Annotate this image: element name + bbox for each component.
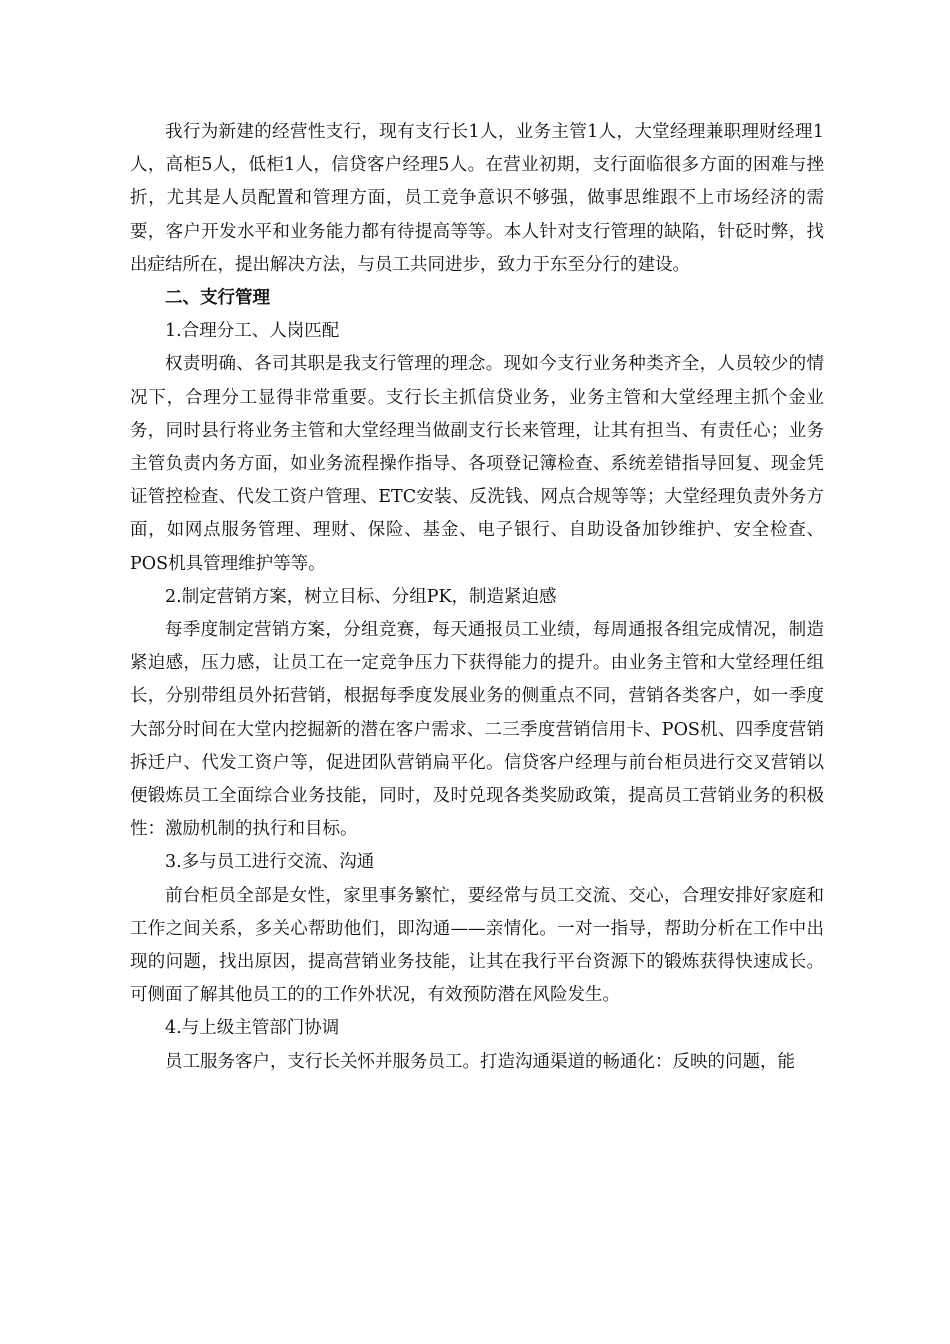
item-1-body: 权责明确、各司其职是我支行管理的理念。现如今支行业务种类齐全，人员较少的情况下，合理分工显得非常重要。支行长主抓信贷业务，业务主管和大堂经理主抓个金业务，同时县行将业务主管和大堂经理当做副支行长来管理，让其有担当、有责任心；业务主管负责内务方面，如业务流程操作指导、各项登记簿检查、系统差错指导回复、现金凭证管控检查、代发工资户管理、ETC安装、反洗钱、网点合规等等；大堂经理负责外务方面，如网点服务管理、理财、保险、基金、电子银行、自助设备加钞维护、安全检查、POS机具管理维护等等。 <box>130 354 824 574</box>
item-4-title: 4.与上级主管部门协调 <box>165 1018 340 1039</box>
intro-paragraph: 我行为新建的经营性支行，现有支行长1人，业务主管1人，大堂经理兼职理财经理1人，高柜5人，低柜1人，信贷客户经理5人。在营业初期，支行面临很多方面的困难与挫折，尤其是人员配置和管理方面，员工竞争意识不够强，做事思维跟不上市场经济的需要，客户开发水平和业务能力都有待提高等等。本人针对支行管理的缺陷，针砭时弊，找出症结所在，提出解决方法，与员工共同进步，致力于东至分行的建设。 <box>130 122 824 275</box>
document-page <box>130 116 824 1079</box>
item-2-title: 2.制定营销方案，树立目标、分组PK，制造紧迫感 <box>165 586 557 607</box>
item-4-body: 员工服务客户，支行长关怀并服务员工。打造沟通渠道的畅通化：反映的问题，能 <box>165 1051 795 1072</box>
item-3-title: 3.多与员工进行交流、沟通 <box>165 852 375 873</box>
item-2-body: 每季度制定营销方案，分组竞赛，每天通报员工业绩，每周通报各组完成情况，制造紧迫感，压力感，让员工在一定竞争压力下获得能力的提升。由业务主管和大堂经理任组长，分别带组员外拓营销，根据每季度发展业务的侧重点不同，营销各类客户，如一季度大部分时间在大堂内挖掘新的潜在客户需求、二三季度营销信用卡、POS机、四季度营销拆迁户、代发工资户等，促进团队营销扁平化。信贷客户经理与前台柜员进行交叉营销以便锻炼员工全面综合业务技能，同时，及时兑现各类奖励政策，提高员工营销业务的积极性：激励机制的执行和目标。 <box>130 620 824 840</box>
item-1-title: 1.合理分工、人岗匹配 <box>165 321 340 342</box>
section-title: 二、支行管理 <box>165 288 270 309</box>
item-3-body: 前台柜员全部是女性，家里事务繁忙，要经常与员工交流、交心，合理安排好家庭和工作之间关系，多关心帮助他们，即沟通——亲情化。一对一指导，帮助分析在工作中出现的问题，找出原因，提高营销业务技能，让其在我行平台资源下的锻炼获得快速成长。可侧面了解其他员工的的工作外状况，有效预防潜在风险发生。 <box>130 885 824 1006</box>
